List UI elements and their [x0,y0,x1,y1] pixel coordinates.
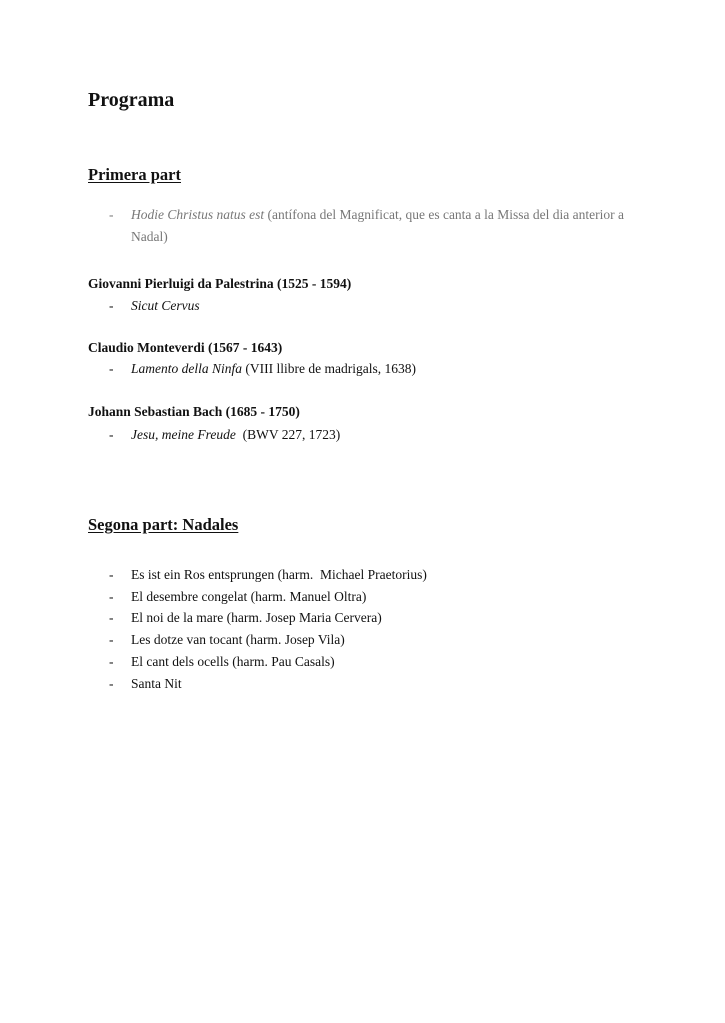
carol-item: El cant dels ocells (harm. Pau Casals) [131,654,335,669]
list-bullet: - [109,589,114,604]
work-note: (VIII llibre de madrigals, 1638) [245,361,416,376]
composer-heading: Claudio Monteverdi (1567 - 1643) [88,340,283,355]
composer-heading: Johann Sebastian Bach (1685 - 1750) [88,404,300,419]
list-item-intro [131,207,624,223]
list-bullet: - [109,427,114,442]
list-bullet: - [109,361,114,376]
section-heading-segona-part: Segona part: Nadales [88,515,239,534]
work-note: (BWV 227, 1723) [239,427,341,442]
work-title: Hodie Christus natus est [131,207,265,222]
carol-item: El noi de la mare (harm. Josep Maria Cervera) [131,610,382,625]
carol-item: Es ist ein Ros entsprungen (harm. Michael Praetorius) [131,567,427,582]
work-note: (antífona del Magnificat, que es canta a la Missa del dia anterior a [267,207,624,222]
composer-heading: Giovanni Pierluigi da Palestrina (1525 - 1594) [88,276,352,291]
page-title: Programa [88,89,175,111]
list-bullet: - [109,654,114,669]
work-note-continued: Nadal) [131,229,168,244]
list-bullet: - [109,298,114,313]
list-bullet: - [109,567,114,582]
work-title: Sicut Cervus [131,298,200,313]
list-bullet: - [109,676,114,691]
list-bullet: - [109,610,114,625]
carol-item: Les dotze van tocant (harm. Josep Vila) [131,632,345,647]
carol-item: El desembre congelat (harm. Manuel Oltra) [131,589,367,604]
work-title: Jesu, meine Freude [131,427,236,442]
carol-item: Santa Nit [131,676,182,691]
list-bullet: - [109,207,114,222]
list-bullet: - [109,632,114,647]
list-item [131,427,340,443]
work-title: Lamento della Ninfa [131,361,242,376]
list-item [131,361,416,377]
list-item [131,298,200,314]
section-heading-primera-part: Primera part [88,165,181,184]
